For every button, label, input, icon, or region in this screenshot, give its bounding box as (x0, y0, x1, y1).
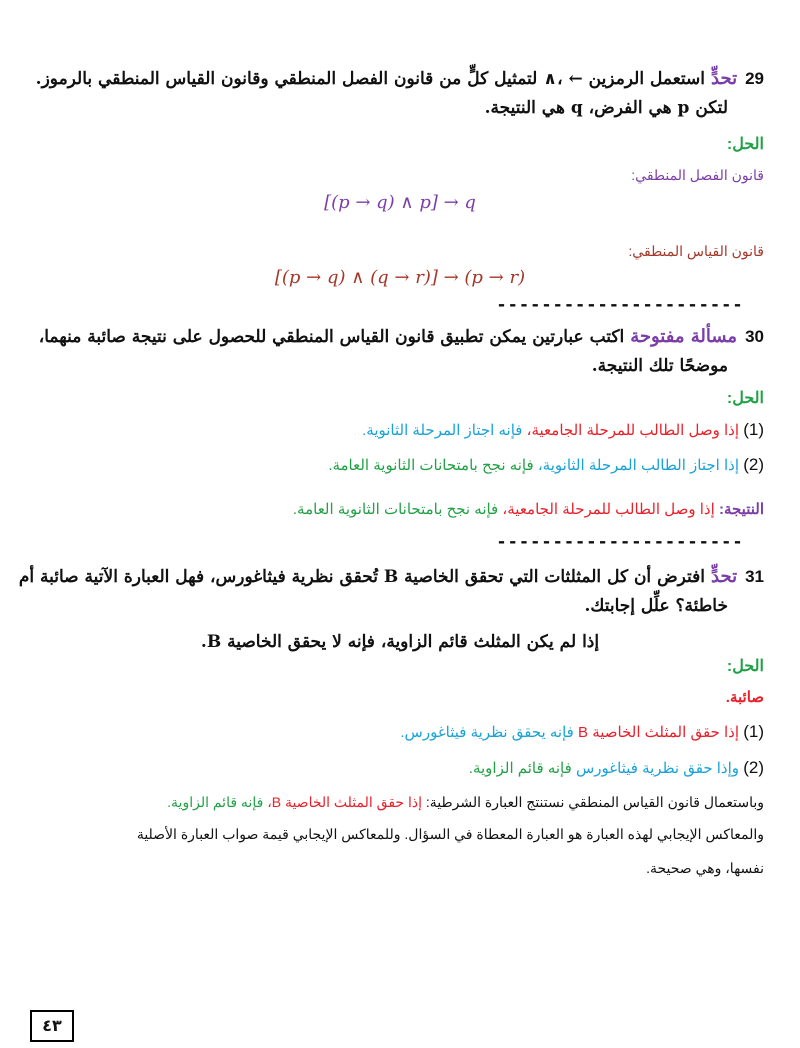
q30-s1-num: (1) (743, 420, 764, 439)
q29-line2: لتكن p هي الفرض، q هي النتيجة. (484, 98, 728, 118)
q30-s2-b: فإنه نجح بامتحانات الثانوية العامة. (328, 457, 538, 474)
q31-s1-num: (1) (743, 722, 764, 741)
q29-law2-label: قانون القياس المنطقي: (628, 243, 764, 259)
q31-number: 31 (745, 567, 764, 586)
q30-result (36, 500, 764, 518)
q31-solution-label: الحل: (726, 658, 764, 675)
q31-text1: افترض أن كل المثلثات التي تحقق الخاصية B تُحقق نظرية فيثاغورس، فهل العبارة الآتية صائبة أم (18, 567, 705, 587)
q30-line1 (36, 326, 764, 347)
q30-number: 30 (745, 327, 764, 346)
q29-tag: تحدٍّ (711, 68, 738, 89)
q29-solution-label: الحل: (726, 136, 764, 153)
q30-statement-1 (36, 420, 764, 440)
q31-paragraph-1 (36, 794, 764, 811)
q29-text1: استعمل الرمزين ← ،∧ لتمثيل كلٍّ من قانون الفصل المنطقي وقانون القياس المنطقي بالرموز. (35, 69, 705, 89)
q31-statement-1 (36, 722, 764, 742)
q31-s1-b: فإنه يحقق نظرية فيثاغورس. (400, 724, 579, 741)
q30-s2-num: (2) (743, 455, 764, 474)
q30-line2: موضحًا تلك النتيجة. (591, 356, 728, 376)
q29-line1 (36, 68, 764, 89)
q31-s2-b: فإنه قائم الزاوية. (468, 760, 576, 777)
q31-s2-a: وإذا حقق نظرية فيثاغورس (575, 760, 740, 777)
q30-s2-a: إذا اجتاز الطالب المرحلة الثانوية، (537, 457, 740, 474)
q30-result-b: فإنه نجح بامتحانات الثانوية العامة. (292, 501, 503, 518)
q29-law1-label: قانون الفصل المنطقي: (631, 167, 764, 183)
separator-2: ---------------------- (496, 532, 744, 552)
q31-p1-a: وباستعمال قانون القياس المنطقي نستنتج العبارة الشرطية: (421, 794, 764, 810)
q30-text1: اكتب عبارتين يمكن تطبيق قانون القياس المنطقي للحصول على نتيجة صائبة منهما، (38, 327, 625, 347)
q30-statement-2 (36, 455, 764, 475)
q31-p1-c: فإنه قائم الزاوية. (167, 794, 268, 810)
q31-s1-a: إذا حقق المثلث الخاصية B (578, 724, 740, 741)
q31-tag: تحدٍّ (711, 566, 738, 587)
q30-result-a: إذا وصل الطالب للمرحلة الجامعية، (502, 501, 719, 518)
q29-law2-formula: [(p → q) ∧ (q → r)] → (p → r) (274, 267, 526, 288)
page-number: ٤٣ (30, 1010, 74, 1042)
q31-statement-2 (36, 758, 764, 778)
q30-tag: مسألة مفتوحة (630, 326, 738, 347)
q31-paragraph-3: نفسها، وهي صحيحة. (646, 860, 764, 876)
q31-line2: خاطئة؟ علِّل إجابتك. (584, 596, 728, 616)
q31-line1 (18, 566, 764, 587)
q31-s2-num: (2) (743, 758, 764, 777)
q30-s1-b: فإنه اجتاز المرحلة الثانوية. (362, 422, 527, 439)
q31-paragraph-2: والمعاكس الإيجابي لهذه العبارة هو العبارة المعطاة في السؤال. وللمعاكس الإيجابي قيمة صواب العبارة الأصلية (136, 826, 764, 842)
q30-solution-label: الحل: (726, 390, 764, 407)
q31-statement: إذا لم يكن المثلث قائم الزاوية، فإنه لا يحقق الخاصية B. (200, 632, 600, 652)
q29-number: 29 (745, 69, 764, 88)
separator-1: ---------------------- (496, 295, 744, 315)
q31-p1-b: إذا حقق المثلث الخاصية B، (267, 794, 422, 810)
q31-answer: صائبة. (725, 689, 764, 706)
q30-s1-a: إذا وصل الطالب للمرحلة الجامعية، (526, 422, 740, 439)
q29-law1-formula: [(p → q) ∧ p] → q (324, 192, 476, 213)
q30-result-label: النتيجة: (718, 501, 764, 518)
